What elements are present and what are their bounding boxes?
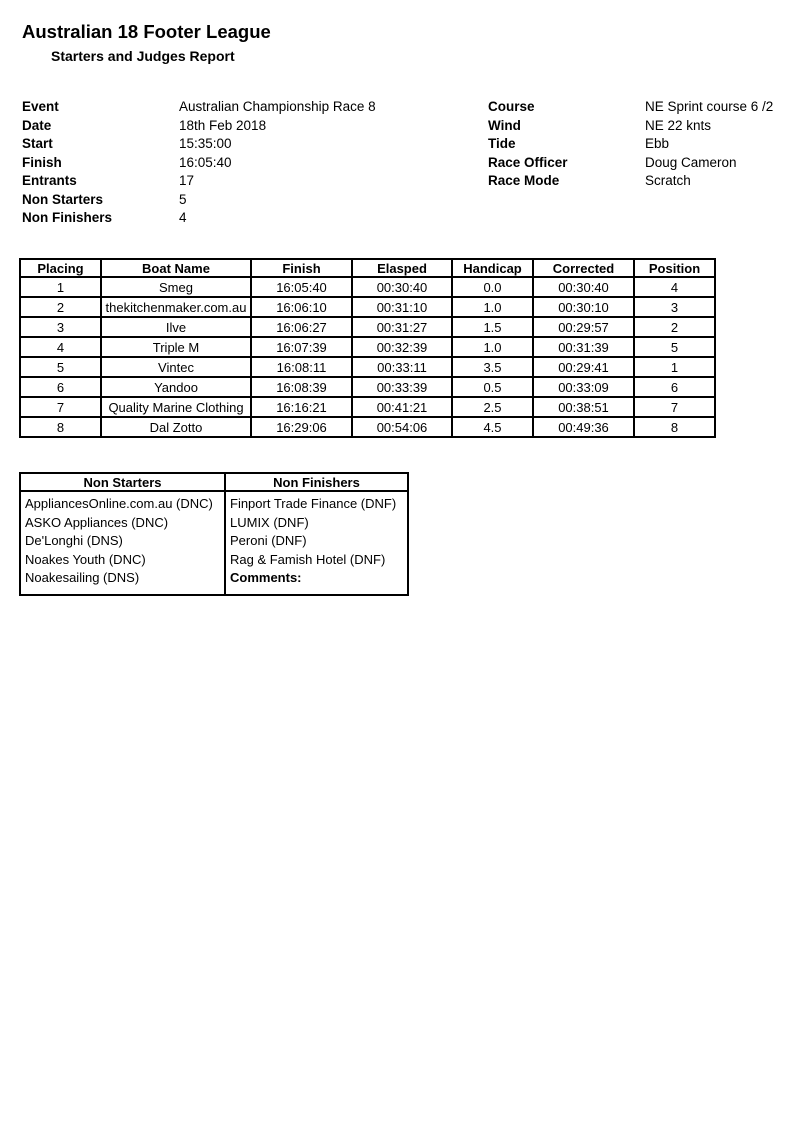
non-starters-header: Non Starters [20,473,225,491]
column-header: Elasped [352,259,452,277]
table-cell: 4 [20,337,101,357]
race-officer-label: Race Officer [488,154,568,170]
race-officer-value: Doug Cameron [645,154,737,170]
entrants-value: 17 [179,173,195,188]
non-finisher-item: LUMIX (DNF) [230,514,309,530]
table-row [20,377,715,397]
table-cell: 16:29:06 [251,417,352,437]
table-cell: 00:38:51 [533,397,634,417]
table-cell: 00:31:10 [352,297,452,317]
start-label: Start [22,136,53,151]
table-cell: 7 [20,397,101,417]
table-cell: 00:29:57 [533,317,634,337]
table-row [20,357,715,377]
column-header: Position [634,259,715,277]
non-starter-item: ASKO Appliances (DNC) [25,514,169,530]
non-starters-list [20,491,225,595]
table-cell: 00:31:39 [533,337,634,357]
table-cell: 2 [20,297,101,317]
table-cell: 4.5 [452,417,533,437]
tide-value: Ebb [645,136,670,151]
table-row [20,297,715,317]
tide-label: Tide [488,136,516,151]
table-cell: 00:49:36 [533,417,634,437]
table-cell: 3 [20,317,101,337]
event-label: Event [22,99,59,114]
table-cell: 00:32:39 [352,337,452,357]
non-finisher-item: Peroni (DNF) [230,533,307,548]
table-cell: 00:30:10 [533,297,634,317]
non-starter-item: AppliancesOnline.com.au (DNC) [25,496,213,511]
table-cell: Smeg [101,277,251,297]
table-cell: 1 [20,277,101,297]
page-title: Australian 18 Footer League [22,21,271,42]
non-starter-item: Noakes Youth (DNC) [25,551,146,567]
non-finishers-label: Non Finishers [22,210,113,225]
non-finishers-header: Non Finishers [225,473,408,491]
table-cell: 16:08:11 [251,357,352,377]
column-header: Corrected [533,259,634,277]
table-cell: Quality Marine Clothing [101,397,251,417]
table-cell: 3.5 [452,357,533,377]
table-cell: 1.0 [452,337,533,357]
non-starters-finishers-table [19,472,409,596]
date-label: Date [22,117,52,133]
table-cell: 16:06:27 [251,317,352,337]
table-cell: 3 [634,297,715,317]
non-finisher-item: Rag & Famish Hotel (DNF) [230,551,386,567]
table-cell: 4 [634,277,715,297]
table-cell: 1 [634,357,715,377]
comments-label: Comments: [230,570,302,585]
table-cell: 00:31:27 [352,317,452,337]
start-value: 15:35:00 [179,136,232,151]
table-cell: Ilve [101,317,251,337]
wind-label: Wind [488,117,521,133]
table-cell: 0.0 [452,277,533,297]
table-cell: 16:07:39 [251,337,352,357]
table-cell: 00:54:06 [352,417,452,437]
table-cell: Yandoo [101,377,251,397]
table-row [20,417,715,437]
table-cell: 1.0 [452,297,533,317]
table-cell: 00:41:21 [352,397,452,417]
course-label: Course [488,99,535,114]
non-starter-item: De'Longhi (DNS) [25,533,123,548]
table-cell: Vintec [101,357,251,377]
column-header: Boat Name [101,259,251,277]
table-cell: 5 [634,337,715,357]
table-cell: 00:33:11 [352,357,452,377]
results-header-row [20,259,715,277]
column-header: Placing [20,259,101,277]
table-row [20,337,715,357]
table-cell: 1.5 [452,317,533,337]
results-table [19,258,716,438]
table-cell: 16:16:21 [251,397,352,417]
table-cell: 00:33:09 [533,377,634,397]
table-cell: Triple M [101,337,251,357]
table-row [20,397,715,417]
wind-value: NE 22 knts [645,117,712,133]
entrants-label: Entrants [22,173,77,188]
table-cell: 8 [20,417,101,437]
table-cell: Dal Zotto [101,417,251,437]
column-header: Finish [251,259,352,277]
table-cell: thekitchenmaker.com.au [101,297,251,317]
table-row [20,317,715,337]
table-cell: 2 [634,317,715,337]
table-cell: 6 [634,377,715,397]
table-cell: 16:08:39 [251,377,352,397]
table-cell: 00:29:41 [533,357,634,377]
non-starters-value: 5 [179,191,187,207]
table-cell: 16:05:40 [251,277,352,297]
non-finishers-value: 4 [179,210,187,225]
table-cell: 7 [634,397,715,417]
table-cell: 16:06:10 [251,297,352,317]
table-cell: 00:30:40 [352,277,452,297]
race-mode-label: Race Mode [488,173,560,188]
race-mode-value: Scratch [645,173,691,188]
table-row [20,277,715,297]
finish-label: Finish [22,154,62,170]
non-finisher-item: Finport Trade Finance (DNF) [230,496,397,511]
table-cell: 5 [20,357,101,377]
table-cell: 6 [20,377,101,397]
table-cell: 00:33:39 [352,377,452,397]
finish-value: 16:05:40 [179,154,232,170]
date-value: 18th Feb 2018 [179,117,267,133]
course-value: NE Sprint course 6 /2 [645,99,774,114]
non-finishers-list [225,491,408,595]
table-cell: 8 [634,417,715,437]
table-cell: 0.5 [452,377,533,397]
column-header: Handicap [452,259,533,277]
table-cell: 2.5 [452,397,533,417]
page-subtitle: Starters and Judges Report [51,48,235,64]
non-starters-label: Non Starters [22,191,104,207]
table-cell: 00:30:40 [533,277,634,297]
non-starter-item: Noakesailing (DNS) [25,570,140,585]
event-value: Australian Championship Race 8 [179,99,376,114]
